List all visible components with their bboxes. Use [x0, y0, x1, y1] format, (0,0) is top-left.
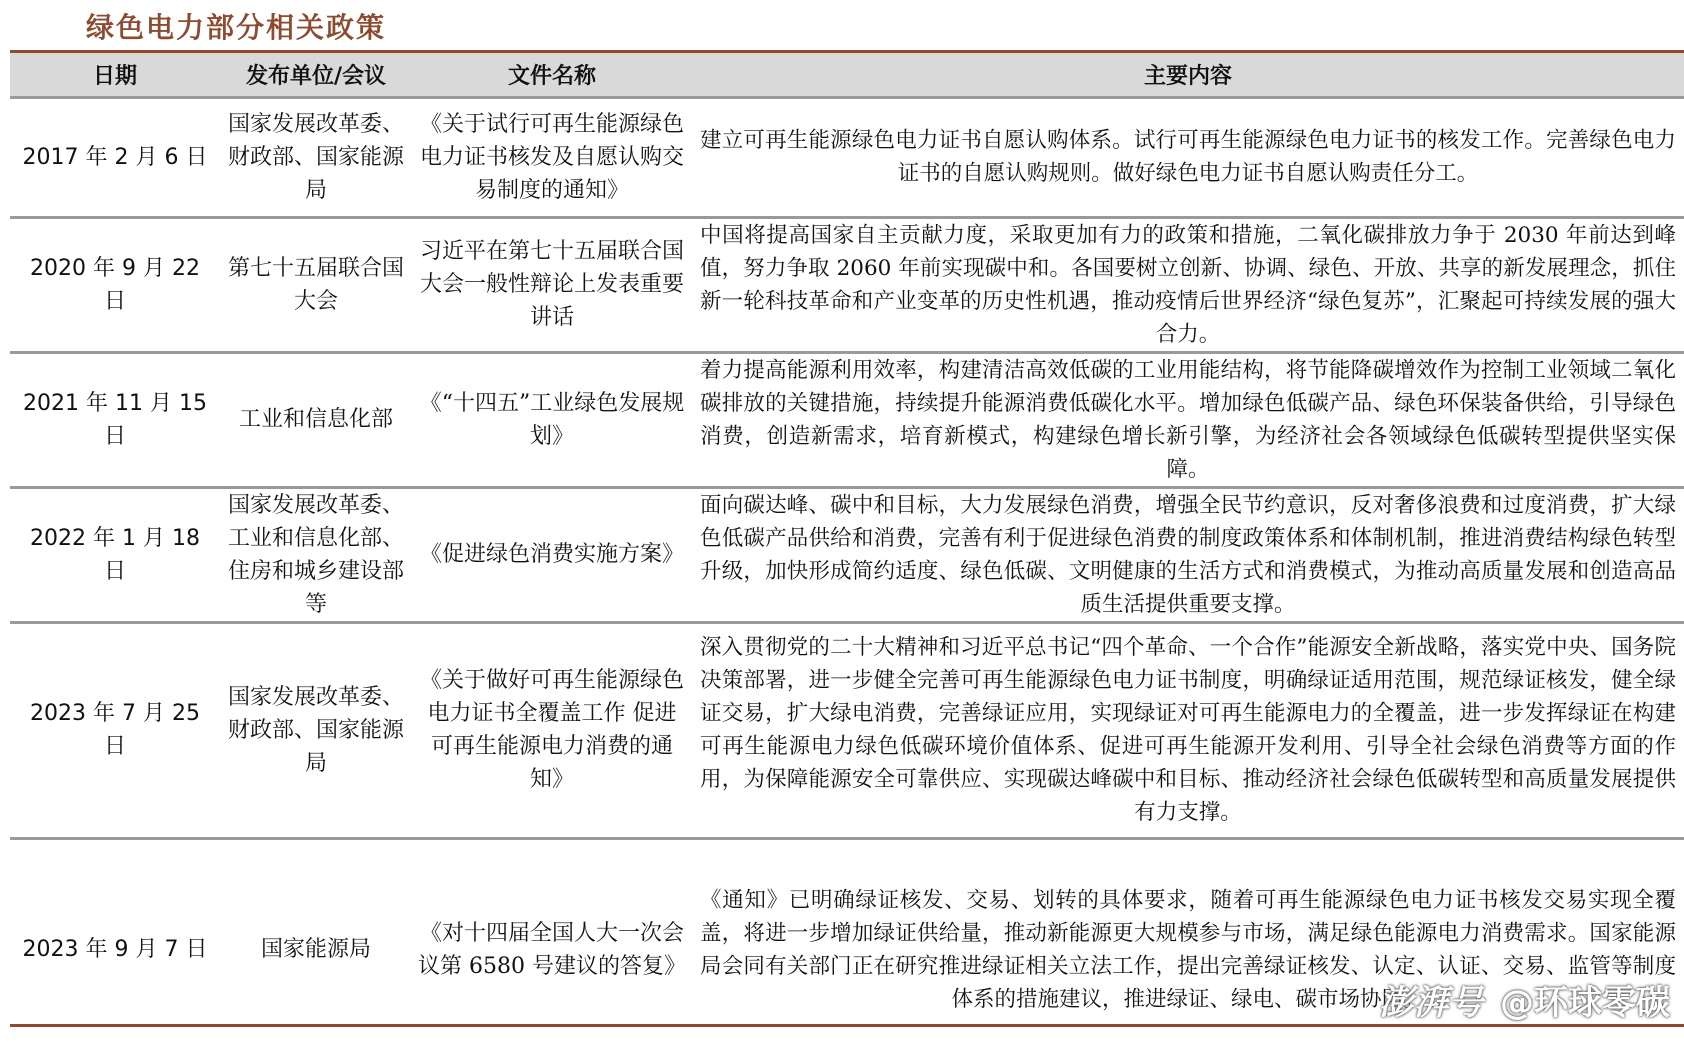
cell-unit: 国家发展改革委、财政部、国家能源局 [227, 111, 404, 203]
cell-unit: 国家能源局 [260, 937, 371, 963]
cell-main: 着力提高能源利用效率，构建清洁高效低碳的工业用能结构，将节能降碳增效作为控制工业领域二氧化碳排放的关键措施，持续提升能源消费低碳化水平。增加绿色低碳产品、绿色环保装备供给，引导绿色消费，创造新需求，培育新模式，构建绿色增长新引擎，为经济社会各领域绿色低碳转型提供坚实保障。 [700, 357, 1676, 482]
cell-main: 深入贯彻党的二十大精神和习近平总书记“四个革命、一个合作”能源安全新战略，落实党中央、国务院决策部署，进一步健全完善可再生能源绿色电力证书制度，明确绿证适用范围，规范绿证核发，健全绿证交易，扩大绿电消费，完善绿证应用，实现绿证对可再生能源电力的全覆盖，进一步发挥绿证在构建可再生能源电力绿色低碳环境价值体系、促进可再生能源开发利用、引导全社会绿色消费等方面的作用，为保障能源安全可靠供应、实现碳达峰碳中和目标、推动经济社会绿色低碳转型和高质量发展提供有力支撑。 [700, 635, 1676, 825]
cell-unit: 国家发展改革委、财政部、国家能源局 [227, 684, 404, 776]
cell-unit: 第七十五届联合国大会 [227, 255, 404, 314]
table-row [10, 487, 1684, 622]
cell-doc: 《“十四五”工业绿色发展规划》 [419, 390, 685, 449]
cell-date: 2017 年 2 月 6 日 [22, 144, 208, 170]
cell-date: 2021 年 11 月 15 日 [23, 390, 207, 449]
header-unit: 发布单位/会议 [245, 63, 387, 89]
header-date: 日期 [92, 63, 137, 89]
cell-main: 《通知》已明确绿证核发、交易、划转的具体要求，随着可再生能源绿色电力证书核发交易实现全覆盖，将进一步增加绿证供给量，推动新能源更大规模参与市场，满足绿色能源电力消费需求。国家能源局会同有关部门正在研究推进绿证相关立法工作，提出完善绿证核发、认定、认证、交易、监管等制度体系的措施建议，推进绿证、绿电、碳市场协同。 [700, 887, 1676, 1012]
cell-doc: 《促进绿色消费实施方案》 [419, 542, 684, 567]
cell-unit: 国家发展改革委、工业和信息化部、住房和城乡建设部等 [227, 492, 404, 617]
table-row [10, 352, 1684, 487]
cell-date: 2023 年 9 月 7 日 [22, 937, 208, 963]
header-main: 主要内容 [1143, 63, 1232, 89]
cell-date: 2022 年 1 月 18 日 [30, 525, 200, 584]
cell-date: 2020 年 9 月 22 日 [30, 255, 200, 314]
table-row [10, 622, 1684, 838]
table-header-row [10, 53, 1684, 97]
table-row [10, 217, 1684, 352]
table-row [10, 97, 1684, 217]
watermark-brand: 澎湃号 [1379, 983, 1484, 1023]
cell-date: 2023 年 7 月 25 日 [30, 701, 200, 759]
cell-main: 建立可再生能源绿色电力证书自愿认购体系。试行可再生能源绿色电力证书的核发工作。完善绿色电力证书的自愿认购规则。做好绿色电力证书自愿认购责任分工。 [700, 128, 1676, 186]
watermark [1379, 975, 1670, 1024]
cell-doc: 习近平在第七十五届联合国大会一般性辩论上发表重要讲话 [419, 239, 684, 330]
watermark-account: @环球零碳 [1500, 983, 1670, 1023]
cell-doc: 《关于做好可再生能源绿色电力证书全覆盖工作 促进可再生能源电力消费的通知》 [419, 668, 684, 792]
cell-unit: 工业和信息化部 [238, 407, 393, 432]
cell-doc: 《对十四届全国人大一次会议第 6580 号建议的答复》 [418, 920, 686, 979]
policy-table [10, 53, 1684, 1060]
cell-main: 面向碳达峰、碳中和目标，大力发展绿色消费，增强全民节约意识，反对奢侈浪费和过度消费，扩大绿色低碳产品供给和消费，完善有利于促进绿色消费的制度政策体系和体制机制，推进消费结构绿色转型升级，加快形成简约适度、绿色低碳、文明健康的生活方式和消费模式，为推动高质量发展和创造高品质生活提供重要支撑。 [700, 492, 1676, 617]
cell-main: 中国将提高国家自主贡献力度，采取更加有力的政策和措施，二氧化碳排放力争于 2030 年前达到峰值，努力争取 2060 年前实现碳中和。各国要树立创新、协调、绿色、开放、共享的新发展理念，抓住新一轮科技革命和产业变革的历史性机遇，推动疫情后世界经济“绿色复苏”，汇聚起可持续发展的强大合力。 [700, 222, 1676, 347]
bottom-divider [10, 1024, 1684, 1027]
page-title: 绿色电力部分相关政策 [86, 11, 387, 44]
cell-doc: 《关于试行可再生能源绿色电力证书核发及自愿认购交易制度的通知》 [419, 111, 684, 203]
header-doc: 文件名称 [507, 63, 596, 89]
